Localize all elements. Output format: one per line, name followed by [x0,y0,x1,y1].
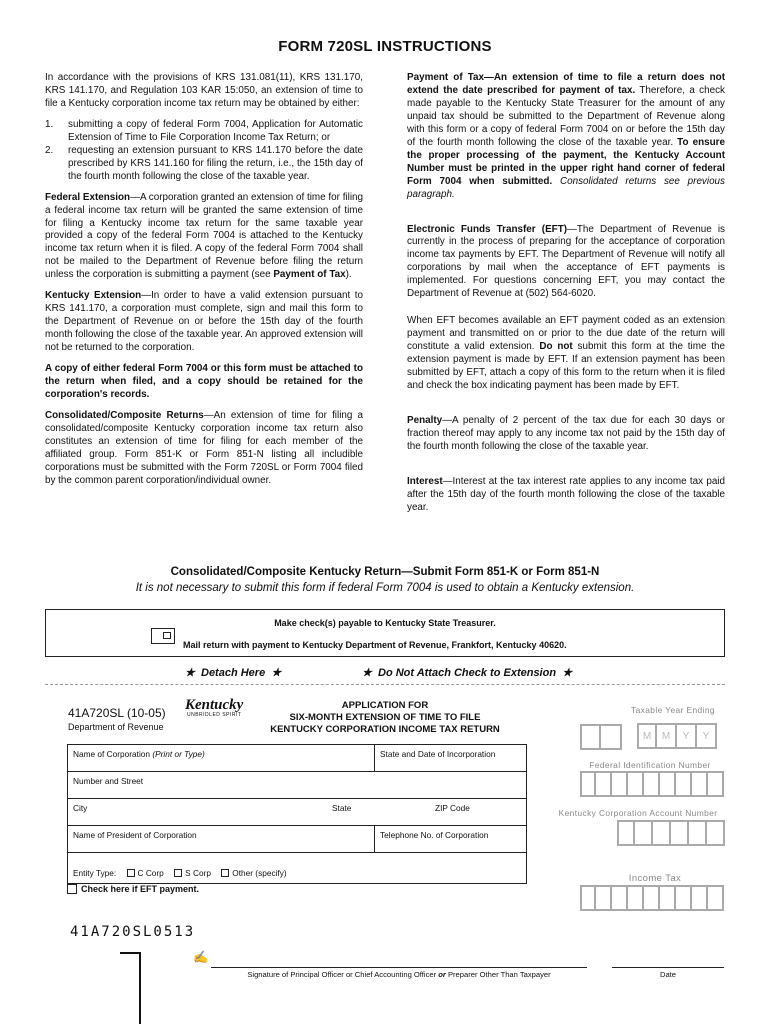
state-date-incorporation-field[interactable]: State and Date of Incorporation [380,749,496,759]
eft-paragraph: Electronic Funds Transfer (EFT)—The Department of Revenue is currently in the process of preparing for the acceptance of corporation income tax payments by EFT. The Department of Revenue will notify all corporations by mail when the acceptance of EFT payments is implemented. For questions concerning EFT, you may contact the Department of Revenue at (502) 564-6020. [407,223,725,300]
state-label: State [332,803,352,813]
interest-paragraph: Interest—Interest at the tax interest rate applies to any income tax paid after the 15th day of the fourth month following the close of the taxable year. [407,475,725,513]
extension-methods-list [45,119,363,184]
star-icon: ★ [185,667,195,679]
ky-account-label: Kentucky Corporation Account Number [558,808,718,818]
list-item: 1. submitting a copy of federal Form 7004, Application for Automatic Extension of Time to File Corporation Income Tax Return; or [45,118,363,143]
federal-extension-paragraph: Federal Extension—A corporation granted an extension of time for filing a federal income tax return will be granted the same extension of time for filing a Kentucky income tax return for the same taxable year provided a copy of the federal Form 7004 is attached to the Kentucky income tax return when it is filed. A copy of the federal Form 7004 shall not be mailed to the Department of Revenue before filing the return unless the corporation is submitting a payment (see Payment of Tax). [45,191,364,281]
taxable-year-label: Taxable Year Ending [631,705,715,715]
table-row [68,853,526,883]
eft-payment-option: Check here if EFT payment. [67,884,199,894]
table-row [68,772,526,799]
instructions-right-column [407,72,725,523]
cut-line [45,684,725,685]
copy-note: A copy of either federal Form 7004 or this form must be attached to the return when filed, and a copy should be retained for the corporation's records. [45,363,363,400]
signature-line[interactable] [211,967,587,968]
kentucky-logo-tagline: UNBRIDLED SPIRIT [187,712,242,718]
table-row [68,745,526,772]
s-corp-checkbox[interactable] [174,869,182,877]
date-line[interactable] [612,967,724,968]
fein-input[interactable] [580,771,724,797]
income-tax-input[interactable] [580,885,724,911]
signature-label: Signature of Principal Officer or Chief Accounting Officer or Preparer Other Than Taxpayer [247,970,551,979]
payment-mailing-box [45,609,725,657]
department-name: Department of Revenue [68,722,164,732]
pen-icon: ✍ [193,950,208,964]
street-field[interactable]: Number and Street [73,776,144,786]
date-label: Date [659,970,677,979]
detach-here-label: ★ Detach Here ★ [185,667,282,679]
application-title: APPLICATION FOR SIX-MONTH EXTENSION OF TIME TO FILE KENTUCKY CORPORATION INCOME TAX RETURN [270,700,500,735]
other-checkbox[interactable] [221,869,229,877]
taxable-year-input[interactable]: M M Y Y [637,723,717,749]
kentucky-extension-paragraph: Kentucky Extension—In order to have a valid extension pursuant to KRS 141.170, a corporation must complete, sign and mail this form to the Department of Revenue on or before the 15th day of the fourth month following the close of the taxable year. An approved extension will not be returned to the corporation. [45,290,363,354]
corporation-name-field[interactable]: Name of Corporation (Print or Type) [68,745,375,771]
check-payable-note: Make check(s) payable to Kentucky State Treasurer. [274,618,496,628]
c-corp-checkbox[interactable] [127,869,135,877]
ocr-scanline: 41A720SL0513 [70,924,196,940]
envelope-icon [151,628,175,644]
star-icon: ★ [562,667,573,679]
consolidated-section-title: Consolidated/Composite Kentucky Return—Submit Form 851-K or Form 851-N [170,566,600,578]
do-not-attach-label: ★ Do Not Attach Check to Extension ★ [362,667,573,679]
city-state-zip-field[interactable]: City State ZIP Code [73,803,470,813]
page-title: FORM 720SL INSTRUCTIONS [278,38,492,55]
fein-label: Federal Identification Number [589,760,711,770]
kentucky-logo: Kentucky [185,697,244,713]
form-number: 41A720SL (10-05) [68,706,166,720]
consolidated-returns-paragraph: Consolidated/Composite Returns—An extension of time for filing a consolidated/composite Kentucky corporation income tax return also constitutes an extension of time for filing for each member of the affiliated group. Form 851-K or Form 851-N listing all includible corporations must be submitted with the Form 720SL or Form 7004 filed by the common parent corporation/individual owner. [45,409,364,486]
consolidated-section-subtitle: It is not necessary to submit this form if federal Form 7004 is used to obtain a Kentucky extension. [135,582,635,594]
president-name-field[interactable]: Name of President of Corporation [68,826,375,852]
year-prefix-boxes[interactable] [580,724,622,750]
list-item: 2. requesting an extension pursuant to KRS 141.170 before the date prescribed by KRS 141.160 for filing the return, i.e., the 15th day of the fourth month following the close of the taxable year. [45,144,363,182]
corporation-info-grid [67,744,527,884]
star-icon: ★ [271,667,282,679]
ky-account-input[interactable] [617,820,725,846]
table-row [68,799,526,826]
entity-type-row: Entity Type: C Corp S Corp Other (specify) [73,868,287,878]
intro-paragraph: In accordance with the provisions of KRS 131.081(11), KRS 131.170, KRS 141.170, and Regulation 103 KAR 15:050, an extension of time to file a Kentucky corporation income tax return may be obtained by either: [45,72,363,109]
eft-payment-checkbox[interactable] [67,884,77,894]
telephone-field[interactable]: Telephone No. of Corporation [380,830,489,840]
zip-label: ZIP Code [435,803,470,813]
table-row [68,826,526,853]
corner-mark [120,952,141,1024]
income-tax-label: Income Tax [628,873,682,884]
instructions-left-column [45,72,363,496]
star-icon: ★ [362,667,372,679]
penalty-paragraph: Penalty—A penalty of 2 percent of the tax due for each 30 days or fraction thereof may apply to any income tax not paid by the 15th day of the fourth month following the close of the taxable year. [407,414,725,452]
payment-of-tax-paragraph: Payment of Tax—An extension of time to file a return does not extend the date prescribed for payment of tax. Therefore, a check made payable to the Kentucky State Treasurer for the amount of any unpaid tax should be submitted to the Department of Revenue along with this form or a copy of federal Form 7004 on or before the 15th day of the fourth month following the close of the taxable year. To ensure the proper processing of the payment, the Kentucky Account Number must be printed in the upper right hand corner of federal Form 7004 when submitted. Consolidated returns see previous paragraph. [407,72,725,200]
mailing-address-note: Mail return with payment to Kentucky Department of Revenue, Frankfort, Kentucky 40620. [183,640,567,650]
eft-availability-paragraph: When EFT becomes available an EFT payment coded as an extension payment and transmitted on or prior to the due date of the return will constitute a valid extension. Do not submit this form at the time the extension payment is made by EFT. If an extension payment has been submitted by EFT, attach a copy of this form to the return when it is filed and check the box indicating payment has been made by EFT. [407,315,726,392]
